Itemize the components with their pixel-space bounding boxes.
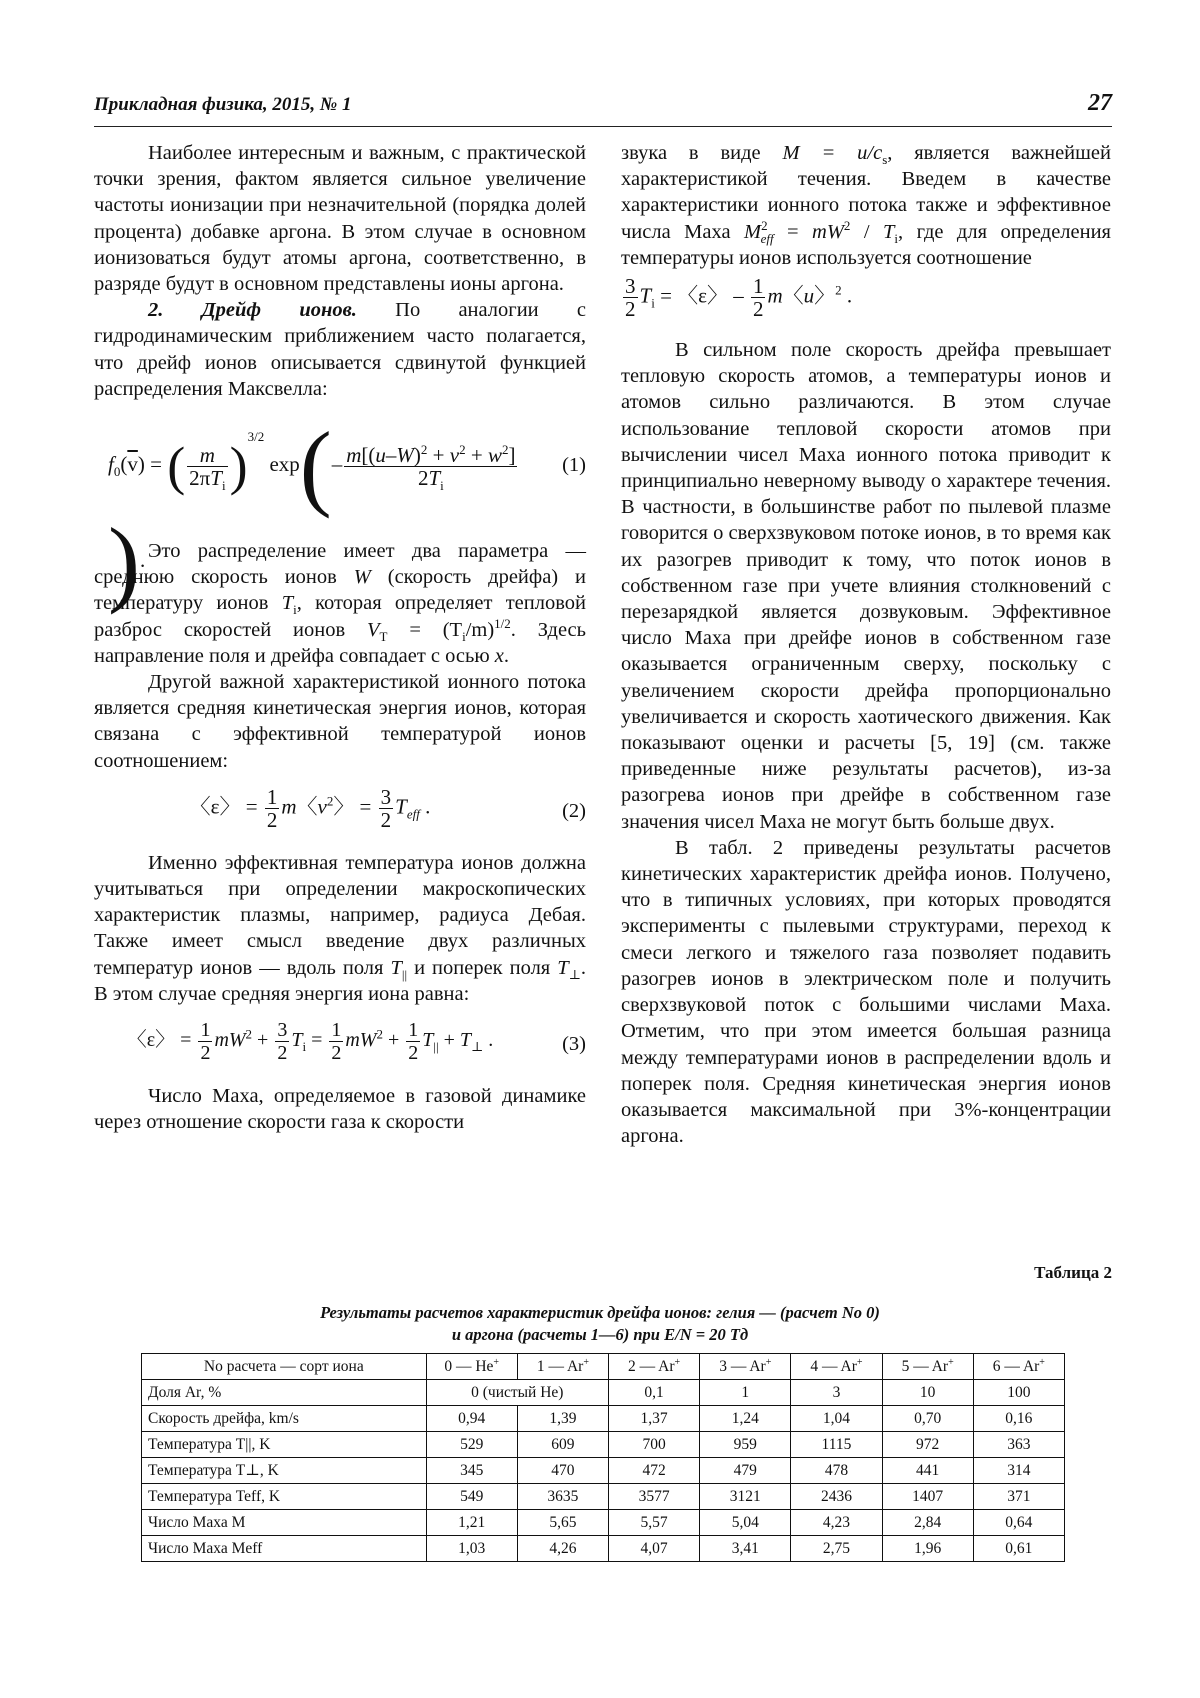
table-cell: 4,26 <box>517 1536 608 1562</box>
table-cell: 529 <box>426 1432 517 1458</box>
paragraph: звука в виде $M = u/c_s$, является важнейшей характеристикой течения. Введем в качестве характеристики ионного потока также и эффективное числа Маха $M^2_{eff} = mW^2 / T_i$, где для определения температуры ионов используется соотношение <box>621 142 1111 269</box>
paragraph: В табл. 2 приведены результаты расчетов кинетических характеристик дрейфа ионов. Получено, что в типичных условиях, при которых проводятся эксперименты с пылевыми структурами, переход к смеси легкого и тяжелого газа позволяет подавить разогрев ионов в электрическом поле и получить сверхзвуковой поток с большими числами Маха. Отметим, что при этом имеется большая разница между температурами ионов в распределении вдоль и поперек поля. Средняя кинетическая энергия ионов оказывается максимальной при 3%-концентрации аргона. <box>621 836 1111 1148</box>
table-row <box>142 1510 1065 1536</box>
table-cell: 0,64 <box>973 1510 1064 1536</box>
table-row: Доля Ar, % 0 (чистый He) 0,1 1 3 10 100 <box>142 1380 1065 1406</box>
table-cell: 0,61 <box>973 1536 1064 1562</box>
table-cell: 314 <box>973 1458 1064 1484</box>
table-cell: 3121 <box>700 1484 791 1510</box>
table-header-cell: 1 — Ar+ <box>517 1354 608 1380</box>
paragraph: Именно эффективная температура ионов должна учитываться при определении макроскопических характеристик плазмы, например, радиуса Дебая. Также имеет смысл введение двух различных температур ионов — вдоль поля $T_{||}$ и поперек поля $T_\perp$. В этом случае средняя энергия иона равна: <box>94 851 586 1005</box>
table-row <box>142 1432 1065 1458</box>
table-cell: 3577 <box>608 1484 699 1510</box>
table-cell: 345 <box>426 1458 517 1484</box>
table-header-cell: 5 — Ar+ <box>882 1354 973 1380</box>
table-cell: 0,94 <box>426 1406 517 1432</box>
table-cell: 3635 <box>517 1484 608 1510</box>
paragraph: Другой важной характеристикой ионного потока является средняя кинетическая энергия ионов, которая связана с эффективной температурой ионов соотношением: <box>94 671 586 772</box>
running-header <box>94 92 1112 127</box>
table-cell: 1,21 <box>426 1510 517 1536</box>
table-cell: 1115 <box>791 1432 882 1458</box>
table-row-label: Число Маха Meff <box>142 1536 427 1562</box>
equation-number: (3) <box>562 1033 586 1056</box>
table-row-label: Температура Teff, K <box>142 1484 427 1510</box>
equation-3: 〈ε〉 = $\frac{1}{2}$ $mW^2$ + $\frac{3}{2}$ $T_i$ = $\frac{1}{2}$ $mW^2$ + $\frac{1}{2}$ $T_{||} + T_\perp$ . (3) <box>126 1019 586 1065</box>
table-cell: 609 <box>517 1432 608 1458</box>
equation-1: $f_0(\overline{v})$ = ( $\frac{m}{2\pi T_i}$ )$^{3/2}$ exp(– $\frac{m[(u-W)^2 + v^2 + w^2]}{2T_i}$ ). (1) <box>108 412 586 616</box>
equation-temperature: $\frac{3}{2}$ $T_i$ = 〈ε〉 – $\frac{1}{2}$ m〈u〉$^2$ . <box>625 274 853 322</box>
table-cell: 0,70 <box>882 1406 973 1432</box>
table-cell: 470 <box>517 1458 608 1484</box>
table-cell: 2436 <box>791 1484 882 1510</box>
inline-equation: $M^2_{eff} = mW^2 / T_i$ <box>744 217 899 246</box>
table-cell: 2,75 <box>791 1536 882 1562</box>
paragraph: Это распределение имеет два параметра — среднюю скорость ионов W (скорость дрейфа) и температуру ионов $T_i$, которая определяет тепловой разброс скоростей ионов $V_T = (T_i/m)^{1/2}$. Здесь направление поля и дрейфа совпадает с осью x. <box>94 540 586 667</box>
paragraph: 2. Дрейф ионов. По аналогии с гидродинамическим приближением часто полагается, что дрейф ионов описывается сдвинутой функцией распределения Максвелла: <box>94 299 586 400</box>
table-row-label: Температура T⊥, K <box>142 1458 427 1484</box>
table-cell: 1,37 <box>608 1406 699 1432</box>
table-cell: 1,39 <box>517 1406 608 1432</box>
section-heading: 2. Дрейф ионов. <box>148 299 357 322</box>
left-column <box>94 140 586 1135</box>
table-cell: 0,16 <box>973 1406 1064 1432</box>
table-cell: 5,65 <box>517 1510 608 1536</box>
table-cell: 4,07 <box>608 1536 699 1562</box>
table-cell: 472 <box>608 1458 699 1484</box>
paragraph: Число Маха, определяемое в газовой динамике через отношение скорости газа к скорости <box>94 1085 586 1134</box>
table-cell: 972 <box>882 1432 973 1458</box>
table-cell: 5,04 <box>700 1510 791 1536</box>
table-cell: 478 <box>791 1458 882 1484</box>
table-cell: 363 <box>973 1432 1064 1458</box>
journal-title: Прикладная физика, 2015, № 1 <box>94 94 352 115</box>
table-cell: 2,84 <box>882 1510 973 1536</box>
table-caption: Таблица 2 <box>1034 1263 1112 1282</box>
table-header-cell: 6 — Ar+ <box>973 1354 1064 1380</box>
table-cell: 959 <box>700 1432 791 1458</box>
table-header-cell: No расчета — сорт иона <box>142 1354 427 1380</box>
table-row <box>142 1484 1065 1510</box>
table-header-row <box>142 1354 1065 1380</box>
table-cell: 371 <box>973 1484 1064 1510</box>
table-header-cell: 2 — Ar+ <box>608 1354 699 1380</box>
table-cell: 1407 <box>882 1484 973 1510</box>
table-row-label: Число Маха M <box>142 1510 427 1536</box>
page-number: 27 <box>1088 90 1112 116</box>
table-cell: 441 <box>882 1458 973 1484</box>
table-header-cell: 0 — He+ <box>426 1354 517 1380</box>
table-cell: 1,04 <box>791 1406 882 1432</box>
table-row-label: Скорость дрейфа, km/s <box>142 1406 427 1432</box>
table-cell: 479 <box>700 1458 791 1484</box>
table-title: Результаты расчетов характеристик дрейфа ионов: гелия — (расчет No 0) и аргона (расчеты 1—6) при E/N = 20 Тд <box>320 1303 880 1344</box>
table-row <box>142 1536 1065 1562</box>
table-row-label: Температура T||, K <box>142 1432 427 1458</box>
right-column <box>621 140 1111 1149</box>
equation-number: (2) <box>562 799 586 822</box>
table-cell: 5,57 <box>608 1510 699 1536</box>
table-header-cell: 4 — Ar+ <box>791 1354 882 1380</box>
equation-number: (1) <box>562 454 586 477</box>
paragraph: В сильном поле скорость дрейфа превышает тепловую скорость атомов, а температуры ионов и атомов сильно различаются. В этом случае использование тепловой скорости атомов при вычислении чисел Маха ионного потока приводит к принципиально неверному выводу о характере течения. В частности, в большинстве работ по пылевой плазме говорится о сверхзвуковом потоке ионов, в то время как их разогрев приводит к тому, что поток ионов в собственном газе при учете влияния столкновений с перезарядкой является дозвуковым. Эффективное число Маха при дрейфе ионов в собственном газе оказывается ограниченным сверху, поскольку с увеличением скорости дрейфа пропорционально увеличивается и скорость хаотического движения. Как показывают оценки и расчеты [5, 19] (см. также приведенные ниже результаты расчетов), из-за разогрева ионов при дрейфе в собственном газе значения чисел Маха не могут быть больше двух. <box>621 339 1111 833</box>
table-cell: 3,41 <box>700 1536 791 1562</box>
table-cell: 549 <box>426 1484 517 1510</box>
equation-2: 〈ε〉 = $\frac{1}{2}$ m〈$v^2$〉 = $\frac{3}{2}$ $T_{eff}$ . (2) <box>189 784 586 832</box>
table-header-cell: 3 — Ar+ <box>700 1354 791 1380</box>
table-cell: 1,96 <box>882 1536 973 1562</box>
paragraph: Наиболее интересным и важным, с практической точки зрения, фактом является сильное увеличение частоты ионизации при незначительной (порядка долей процента) добавке аргона. В этом случае в основном ионизоваться будут атомы аргона, соответственно, в разряде будут в основном представлены ионы аргона. <box>94 142 586 296</box>
table-cell: 4,23 <box>791 1510 882 1536</box>
table-row <box>142 1458 1065 1484</box>
table-row <box>142 1406 1065 1432</box>
table-cell: 1,24 <box>700 1406 791 1432</box>
table-cell: 1,03 <box>426 1536 517 1562</box>
results-table <box>141 1353 1065 1562</box>
table-cell: 700 <box>608 1432 699 1458</box>
